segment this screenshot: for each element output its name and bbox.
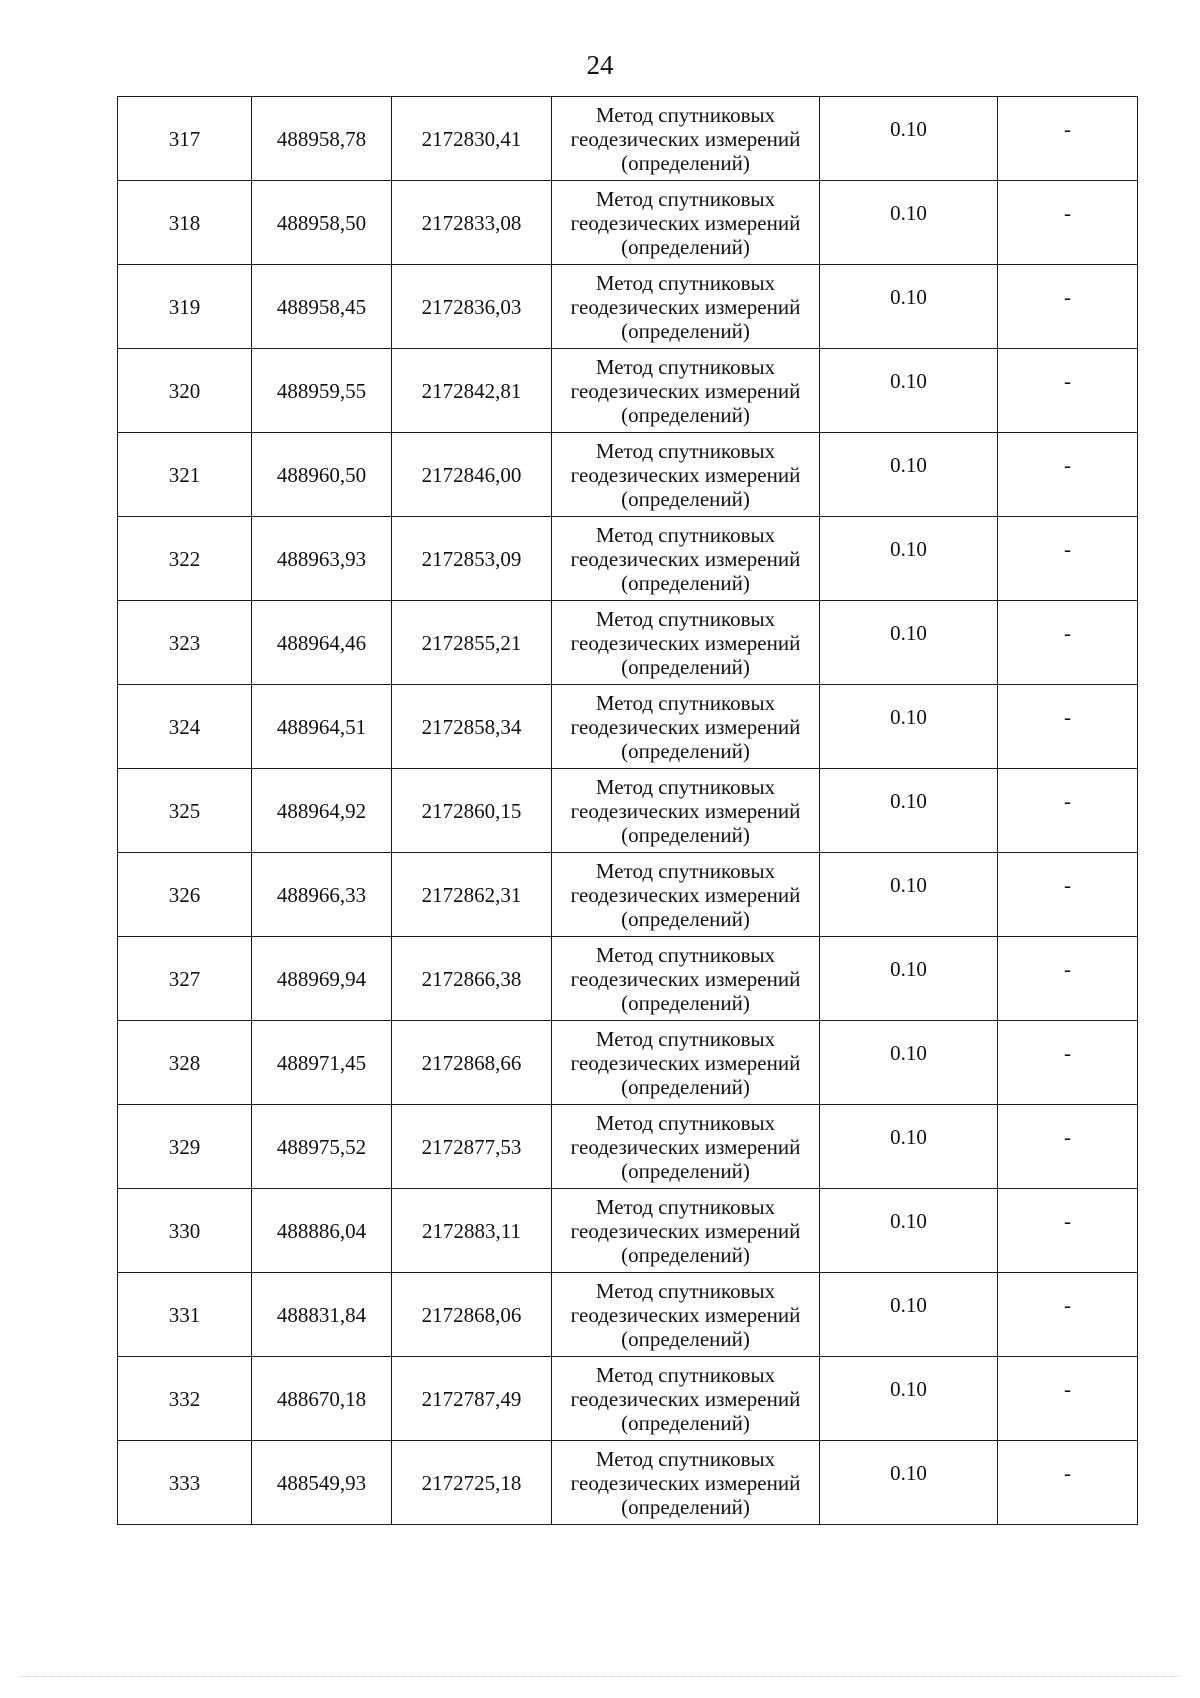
method-line: (определений): [621, 654, 750, 679]
coordinate-x: 488831,84: [252, 1273, 392, 1357]
point-number: 325: [118, 769, 252, 853]
table-row: [118, 601, 1138, 685]
method-line: (определений): [621, 1494, 750, 1519]
method-line: (определений): [621, 906, 750, 931]
note-dash: -: [998, 1441, 1138, 1525]
method-line: Метод спутниковых: [595, 1446, 776, 1471]
note-dash: -: [998, 1189, 1138, 1273]
precision-value: 0.10: [820, 181, 998, 265]
point-number: 320: [118, 349, 252, 433]
method-line: геодезических измерений: [570, 630, 801, 655]
coordinate-x: 488549,93: [252, 1441, 392, 1525]
coordinate-x: 488959,55: [252, 349, 392, 433]
coordinate-x: 488975,52: [252, 1105, 392, 1189]
point-number: 330: [118, 1189, 252, 1273]
method-line: геодезических измерений: [570, 1386, 801, 1411]
precision-value: 0.10: [820, 349, 998, 433]
table-row: [118, 433, 1138, 517]
coordinate-y: 2172725,18: [392, 1441, 552, 1525]
method-line: Метод спутниковых: [595, 774, 776, 799]
method-cell: [552, 769, 820, 853]
coordinate-x: 488963,93: [252, 517, 392, 601]
method-line: геодезических измерений: [570, 714, 801, 739]
point-number: 319: [118, 265, 252, 349]
coordinate-x: 488969,94: [252, 937, 392, 1021]
table-row: [118, 1189, 1138, 1273]
precision-value: 0.10: [820, 265, 998, 349]
coordinate-x: 488971,45: [252, 1021, 392, 1105]
method-line: (определений): [621, 990, 750, 1015]
coordinate-y: 2172868,06: [392, 1273, 552, 1357]
precision-value: 0.10: [820, 97, 998, 181]
method-line: (определений): [621, 402, 750, 427]
method-line: Метод спутниковых: [595, 522, 776, 547]
method-line: (определений): [621, 822, 750, 847]
coordinate-x: 488964,46: [252, 601, 392, 685]
point-number: 317: [118, 97, 252, 181]
note-dash: -: [998, 265, 1138, 349]
method-line: геодезических измерений: [570, 546, 801, 571]
precision-value: 0.10: [820, 1021, 998, 1105]
coordinate-x: 488958,45: [252, 265, 392, 349]
note-dash: -: [998, 1273, 1138, 1357]
method-line: (определений): [621, 1326, 750, 1351]
precision-value: 0.10: [820, 769, 998, 853]
method-line: Метод спутниковых: [595, 858, 776, 883]
method-line: Метод спутниковых: [595, 186, 776, 211]
page-number: 24: [586, 50, 614, 80]
table-row: [118, 685, 1138, 769]
method-line: (определений): [621, 1074, 750, 1099]
method-line: геодезических измерений: [570, 210, 801, 235]
method-line: геодезических измерений: [570, 294, 801, 319]
coordinate-y: 2172833,08: [392, 181, 552, 265]
point-number: 329: [118, 1105, 252, 1189]
precision-value: 0.10: [820, 937, 998, 1021]
method-cell: [552, 1357, 820, 1441]
table-row: [118, 1021, 1138, 1105]
point-number: 321: [118, 433, 252, 517]
coordinate-x: 488886,04: [252, 1189, 392, 1273]
precision-value: 0.10: [820, 1273, 998, 1357]
method-cell: [552, 853, 820, 937]
coordinate-y: 2172862,31: [392, 853, 552, 937]
method-line: Метод спутниковых: [595, 102, 776, 127]
point-number: 327: [118, 937, 252, 1021]
table-row: [118, 517, 1138, 601]
precision-value: 0.10: [820, 1105, 998, 1189]
coordinate-y: 2172830,41: [392, 97, 552, 181]
coordinate-y: 2172866,38: [392, 937, 552, 1021]
method-line: (определений): [621, 1242, 750, 1267]
method-cell: [552, 601, 820, 685]
coordinate-x: 488966,33: [252, 853, 392, 937]
method-line: (определений): [621, 1158, 750, 1183]
method-line: (определений): [621, 318, 750, 343]
coordinate-y: 2172842,81: [392, 349, 552, 433]
coordinate-x: 488670,18: [252, 1357, 392, 1441]
coordinate-x: 488964,51: [252, 685, 392, 769]
precision-value: 0.10: [820, 517, 998, 601]
method-line: Метод спутниковых: [595, 438, 776, 463]
note-dash: -: [998, 601, 1138, 685]
method-line: Метод спутниковых: [595, 1362, 776, 1387]
table-row: [118, 1273, 1138, 1357]
method-cell: [552, 1189, 820, 1273]
method-line: (определений): [621, 1410, 750, 1435]
coordinate-y: 2172860,15: [392, 769, 552, 853]
coordinate-y: 2172868,66: [392, 1021, 552, 1105]
method-line: (определений): [621, 486, 750, 511]
coordinate-y: 2172787,49: [392, 1357, 552, 1441]
point-number: 324: [118, 685, 252, 769]
precision-value: 0.10: [820, 1357, 998, 1441]
table-row: [118, 1357, 1138, 1441]
table-row: [118, 265, 1138, 349]
method-line: геодезических измерений: [570, 1050, 801, 1075]
point-number: 332: [118, 1357, 252, 1441]
point-number: 318: [118, 181, 252, 265]
method-line: геодезических измерений: [570, 1218, 801, 1243]
coordinate-y: 2172877,53: [392, 1105, 552, 1189]
note-dash: -: [998, 1021, 1138, 1105]
note-dash: -: [998, 1357, 1138, 1441]
precision-value: 0.10: [820, 685, 998, 769]
coordinate-y: 2172836,03: [392, 265, 552, 349]
method-line: Метод спутниковых: [595, 1278, 776, 1303]
method-line: геодезических измерений: [570, 378, 801, 403]
note-dash: -: [998, 937, 1138, 1021]
method-line: геодезических измерений: [570, 1470, 801, 1495]
method-line: Метод спутниковых: [595, 354, 776, 379]
point-number: 323: [118, 601, 252, 685]
method-cell: [552, 1273, 820, 1357]
method-line: Метод спутниковых: [595, 270, 776, 295]
method-line: геодезических измерений: [570, 966, 801, 991]
precision-value: 0.10: [820, 1441, 998, 1525]
method-line: Метод спутниковых: [595, 1194, 776, 1219]
method-cell: [552, 937, 820, 1021]
note-dash: -: [998, 97, 1138, 181]
method-cell: [552, 1441, 820, 1525]
method-line: геодезических измерений: [570, 126, 801, 151]
note-dash: -: [998, 685, 1138, 769]
coordinate-y: 2172853,09: [392, 517, 552, 601]
precision-value: 0.10: [820, 601, 998, 685]
method-line: Метод спутниковых: [595, 1110, 776, 1135]
method-line: геодезических измерений: [570, 798, 801, 823]
table-row: [118, 1105, 1138, 1189]
coordinate-y: 2172855,21: [392, 601, 552, 685]
note-dash: -: [998, 433, 1138, 517]
method-cell: [552, 349, 820, 433]
note-dash: -: [998, 853, 1138, 937]
method-cell: [552, 1105, 820, 1189]
method-line: (определений): [621, 738, 750, 763]
method-cell: [552, 685, 820, 769]
method-cell: [552, 97, 820, 181]
coordinate-x: 488964,92: [252, 769, 392, 853]
method-line: геодезических измерений: [570, 1134, 801, 1159]
method-cell: [552, 1021, 820, 1105]
precision-value: 0.10: [820, 433, 998, 517]
method-line: геодезических измерений: [570, 1302, 801, 1327]
method-line: (определений): [621, 150, 750, 175]
note-dash: -: [998, 1105, 1138, 1189]
note-dash: -: [998, 769, 1138, 853]
point-number: 328: [118, 1021, 252, 1105]
table-row: [118, 769, 1138, 853]
table-row: [118, 937, 1138, 1021]
method-cell: [552, 265, 820, 349]
method-line: Метод спутниковых: [595, 942, 776, 967]
method-line: геодезических измерений: [570, 882, 801, 907]
point-number: 326: [118, 853, 252, 937]
method-line: (определений): [621, 570, 750, 595]
table-row: [118, 97, 1138, 181]
point-number: 322: [118, 517, 252, 601]
precision-value: 0.10: [820, 1189, 998, 1273]
coordinates-table: [117, 96, 1138, 1525]
method-cell: [552, 517, 820, 601]
scan-artifact-line: [20, 1676, 1180, 1677]
coordinate-y: 2172883,11: [392, 1189, 552, 1273]
note-dash: -: [998, 349, 1138, 433]
method-line: (определений): [621, 234, 750, 259]
point-number: 333: [118, 1441, 252, 1525]
table-row: [118, 349, 1138, 433]
table-row: [118, 181, 1138, 265]
coordinate-x: 488958,50: [252, 181, 392, 265]
method-cell: [552, 433, 820, 517]
point-number: 331: [118, 1273, 252, 1357]
coordinate-y: 2172846,00: [392, 433, 552, 517]
method-line: Метод спутниковых: [595, 1026, 776, 1051]
table-row: [118, 1441, 1138, 1525]
method-cell: [552, 181, 820, 265]
coordinate-x: 488958,78: [252, 97, 392, 181]
precision-value: 0.10: [820, 853, 998, 937]
method-line: Метод спутниковых: [595, 690, 776, 715]
note-dash: -: [998, 181, 1138, 265]
note-dash: -: [998, 517, 1138, 601]
method-line: Метод спутниковых: [595, 606, 776, 631]
coordinate-x: 488960,50: [252, 433, 392, 517]
table-row: [118, 853, 1138, 937]
method-line: геодезических измерений: [570, 462, 801, 487]
coordinate-y: 2172858,34: [392, 685, 552, 769]
